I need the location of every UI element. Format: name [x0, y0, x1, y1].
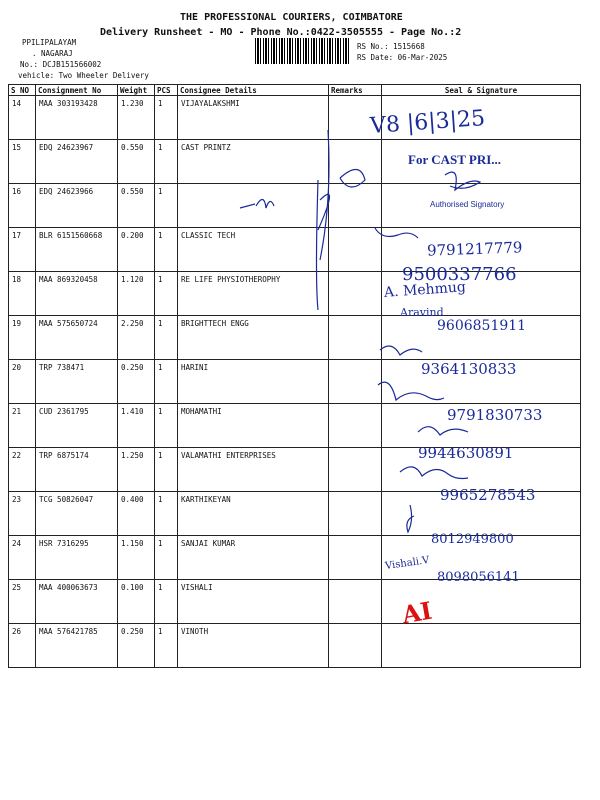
cell-pcs: 1 — [155, 140, 178, 184]
cell-weight: 0.400 — [118, 492, 155, 536]
cell-pcs: 1 — [155, 316, 178, 360]
cell-consignee: RE LIFE PHYSIOTHEROPHY — [178, 272, 329, 316]
cell-consignment: EDQ 24623967 — [36, 140, 118, 184]
cell-pcs: 1 — [155, 448, 178, 492]
handwritten-name-19: Aravind — [400, 306, 444, 319]
cell-weight: 1.250 — [118, 448, 155, 492]
cell-consignment: MAA 303193428 — [36, 96, 118, 140]
cell-consignment: EDQ 24623966 — [36, 184, 118, 228]
handwritten-phone-22: 9944630891 — [418, 444, 514, 462]
cell-signature — [382, 624, 581, 668]
col-sno: S NO — [9, 85, 36, 96]
handwritten-phone-24: 8012949800 — [431, 532, 514, 547]
cell-consignment: MAA 869320458 — [36, 272, 118, 316]
cell-consignment: BLR 6151560668 — [36, 228, 118, 272]
handwritten-phone-20: 9364130833 — [421, 360, 517, 378]
cell-sno: 18 — [9, 272, 36, 316]
cell-sno: 24 — [9, 536, 36, 580]
cell-sno: 19 — [9, 316, 36, 360]
vehicle-type: vehicle: Two Wheeler Delivery — [18, 71, 149, 80]
cell-pcs: 1 — [155, 272, 178, 316]
handwritten-phone-21: 9791830733 — [447, 406, 543, 424]
row22-signature-scribble — [418, 427, 468, 435]
cell-consignment: TCG 50826047 — [36, 492, 118, 536]
cell-sno: 20 — [9, 360, 36, 404]
table-header-row — [9, 85, 581, 96]
cell-pcs: 1 — [155, 96, 178, 140]
cell-consignment: MAA 576421785 — [36, 624, 118, 668]
col-signature: Seal & Signature — [382, 85, 581, 96]
cell-sno: 25 — [9, 580, 36, 624]
cell-sno: 21 — [9, 404, 36, 448]
cell-weight: 0.550 — [118, 140, 155, 184]
cell-pcs: 1 — [155, 624, 178, 668]
cell-consignment: HSR 7316295 — [36, 536, 118, 580]
cell-weight: 2.250 — [118, 316, 155, 360]
cell-consignee: MOHAMATHI — [178, 404, 329, 448]
handwritten-name-25: Vishali.V — [384, 554, 431, 573]
cell-weight: 0.200 — [118, 228, 155, 272]
cell-consignee: VIJAYALAKSHMI — [178, 96, 329, 140]
cell-consignment: TRP 738471 — [36, 360, 118, 404]
cell-weight: 1.410 — [118, 404, 155, 448]
cell-weight: 0.550 — [118, 184, 155, 228]
handwritten-name-18: A. Mehmug — [383, 279, 467, 301]
cell-consignee: HARINI — [178, 360, 329, 404]
handwritten-mark-26: AI — [399, 595, 435, 630]
cell-consignment: MAA 400063673 — [36, 580, 118, 624]
cell-weight: 0.250 — [118, 360, 155, 404]
cell-weight: 0.250 — [118, 624, 155, 668]
cell-consignment: TRP 6875174 — [36, 448, 118, 492]
col-consignee: Consignee Details — [178, 85, 329, 96]
cell-consignment: CUD 2361795 — [36, 404, 118, 448]
runsheet-title: Delivery Runsheet - MO - Phone No.:0422-3505555 - Page No.:2 — [100, 27, 462, 38]
handwritten-phone-23: 9965278543 — [440, 486, 536, 504]
cell-consignee: CAST PRINTZ — [178, 140, 329, 184]
cell-consignee: SANJAI KUMAR — [178, 536, 329, 580]
cell-consignee: VISHALI — [178, 580, 329, 624]
cell-sno: 16 — [9, 184, 36, 228]
col-pcs: PCS — [155, 85, 178, 96]
cell-sno: 26 — [9, 624, 36, 668]
cell-sno: 23 — [9, 492, 36, 536]
barcode — [255, 38, 350, 64]
handwritten-phone-19: 9606851911 — [437, 318, 527, 334]
cell-sno: 22 — [9, 448, 36, 492]
cell-sno: 15 — [9, 140, 36, 184]
cell-consignee: CLASSIC TECH — [178, 228, 329, 272]
address-line-1: PPILIPALAYAM — [22, 38, 77, 47]
col-consignment: Consignment No — [36, 85, 118, 96]
cell-pcs: 1 — [155, 404, 178, 448]
cell-weight: 1.120 — [118, 272, 155, 316]
cell-sno: 17 — [9, 228, 36, 272]
rs-date: RS Date: 06-Mar-2025 — [357, 53, 448, 62]
handwritten-phone-25: 8098056141 — [437, 570, 520, 585]
signature-scribbles — [200, 120, 600, 620]
cell-consignee: KARTHIKEYAN — [178, 492, 329, 536]
cell-consignee: VALAMATHI ENTERPRISES — [178, 448, 329, 492]
cell-pcs: 1 — [155, 580, 178, 624]
row15-signature-scribble — [445, 172, 480, 190]
cell-pcs: 1 — [155, 184, 178, 228]
cell-weight: 1.230 — [118, 96, 155, 140]
cell-pcs: 1 — [155, 360, 178, 404]
rs-number: RS No.: 1515668 — [357, 42, 425, 51]
company-title: THE PROFESSIONAL COURIERS, COIMBATORE — [180, 12, 403, 23]
handwritten-date: V8 |6|3|25 — [369, 106, 486, 139]
cell-sno: 14 — [9, 96, 36, 140]
row20-signature-scribble — [380, 346, 422, 355]
docket-number: No.: DCJB151566002 — [20, 60, 102, 69]
company-stamp-signatory: Authorised Signatory — [430, 200, 505, 209]
address-line-2: . NAGARAJ — [32, 49, 73, 58]
table-row — [9, 624, 581, 668]
col-remarks: Remarks — [329, 85, 382, 96]
cell-weight: 1.150 — [118, 536, 155, 580]
remarks-bracket-scribble — [317, 130, 366, 310]
col-weight: Weight — [118, 85, 155, 96]
row17-signature-scribble — [375, 228, 418, 238]
cell-consignment: MAA 575650724 — [36, 316, 118, 360]
row23-signature-scribble — [400, 467, 468, 479]
handwritten-phone-18: 9500337766 — [402, 264, 517, 285]
cell-pcs: 1 — [155, 492, 178, 536]
handwritten-phone-17: 9791217779 — [426, 238, 523, 260]
company-stamp-name: For CAST PRI... — [408, 152, 502, 167]
cell-remarks — [329, 624, 382, 668]
row21-signature-scribble — [378, 382, 444, 400]
cell-consignee: BRIGHTTECH ENGG — [178, 316, 329, 360]
row24-signature-scribble — [407, 505, 414, 532]
row16-scribble — [240, 199, 274, 208]
cell-consignee: VINOTH — [178, 624, 329, 668]
cell-weight: 0.100 — [118, 580, 155, 624]
cell-pcs: 1 — [155, 228, 178, 272]
cell-pcs: 1 — [155, 536, 178, 580]
